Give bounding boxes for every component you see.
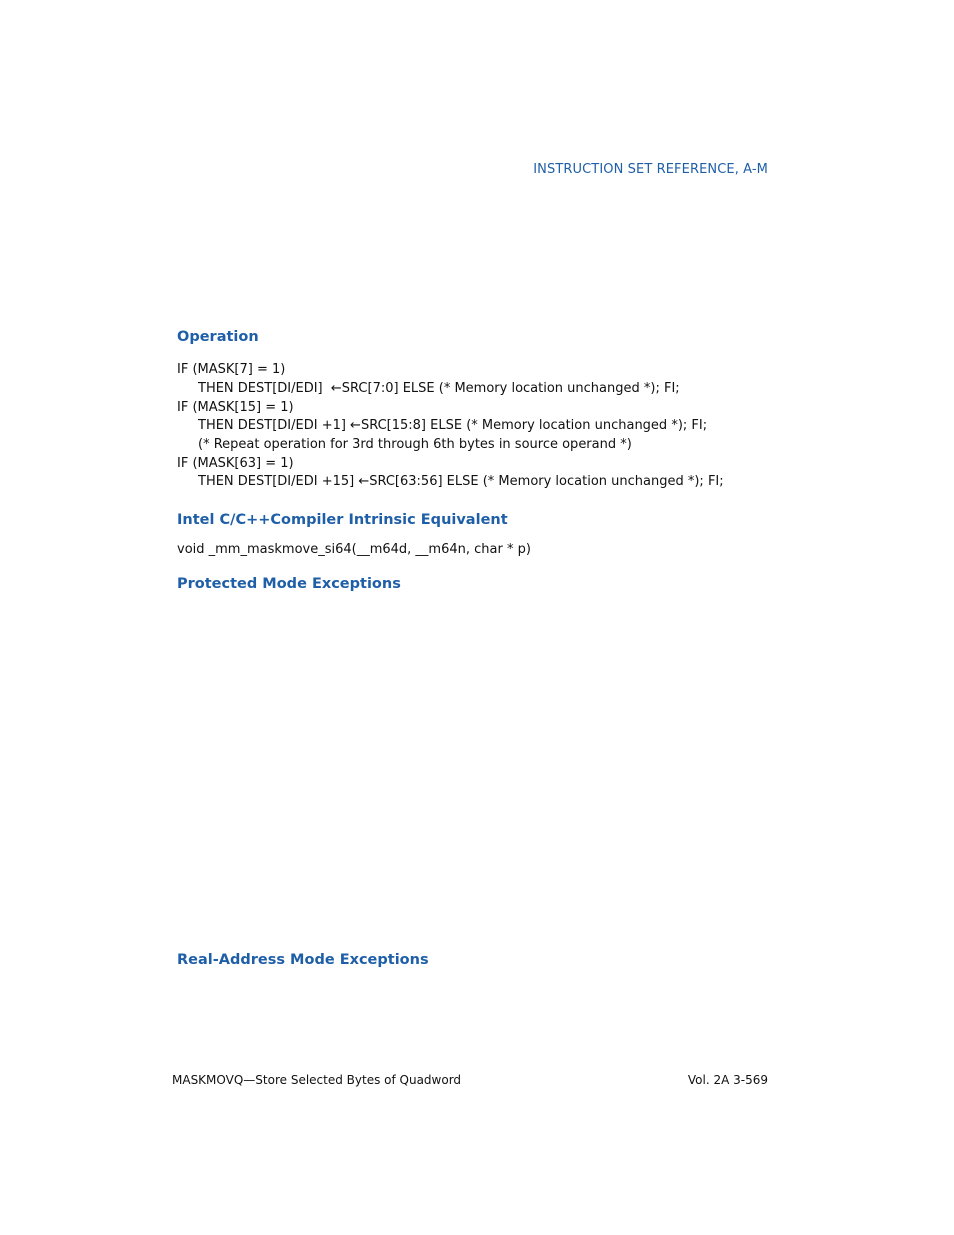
footer-title: MASKMOVQ—Store Selected Bytes of Quadword <box>172 1073 462 1087</box>
operation-code-line: IF (MASK[7] = 1) <box>177 362 286 377</box>
operation-code-line: IF (MASK[63] = 1) <box>177 456 294 471</box>
protected-mode-heading: Protected Mode Exceptions <box>177 576 401 592</box>
operation-code-line: THEN DEST[DI/EDI +15] ←SRC[63:56] ELSE (* Memory location unchanged *); FI; <box>198 474 724 489</box>
real-address-mode-heading: Real-Address Mode Exceptions <box>177 952 429 968</box>
operation-code-line: THEN DEST[DI/EDI +1] ←SRC[15:8] ELSE (* Memory location unchanged *); FI; <box>198 418 708 433</box>
operation-code-line: (* Repeat operation for 3rd through 6th bytes in source operand *) <box>198 437 632 452</box>
operation-code-line: THEN DEST[DI/EDI] ←SRC[7:0] ELSE (* Memory location unchanged *); FI; <box>198 381 680 396</box>
header-section-ref: INSTRUCTION SET REFERENCE, A-M <box>533 162 768 177</box>
operation-heading: Operation <box>177 329 259 345</box>
operation-code-line: IF (MASK[15] = 1) <box>177 400 294 415</box>
intrinsic-code: void _mm_maskmove_si64(__m64d, __m64n, char * p) <box>177 542 531 557</box>
intrinsic-heading: Intel C/C++Compiler Intrinsic Equivalent <box>177 512 508 528</box>
footer-page-number: Vol. 2A 3-569 <box>687 1073 768 1087</box>
